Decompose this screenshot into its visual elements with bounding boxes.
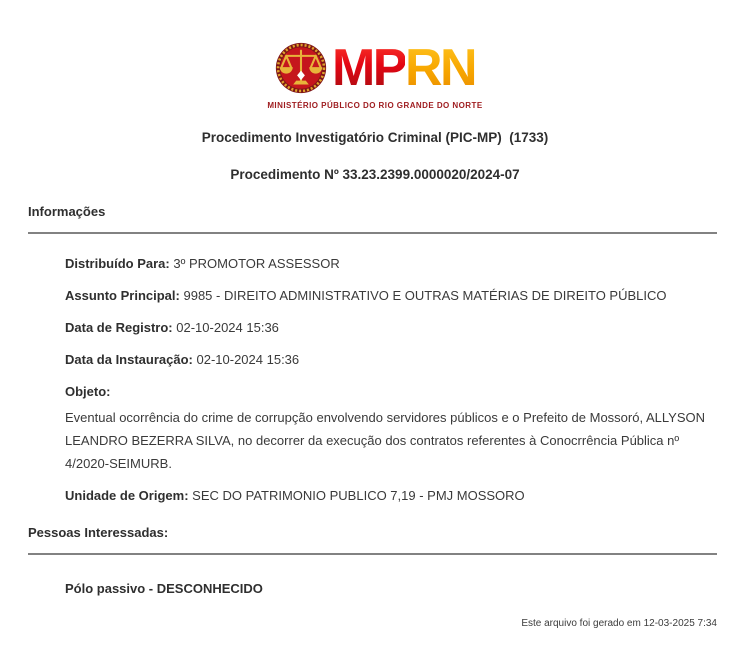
field-label: Unidade de Origem:	[65, 488, 189, 503]
field-distribuido-para	[65, 256, 712, 271]
field-value: 02-10-2024 15:36	[196, 352, 300, 367]
field-unidade-origem	[65, 488, 712, 503]
section-divider	[28, 553, 717, 555]
field-value: 9985 - DIREITO ADMINISTRATIVO E OUTRAS MATÉRIAS DE DIREITO PÚBLICO	[183, 288, 667, 303]
objeto-text: Eventual ocorrência do crime de corrupção envolvendo servidores públicos e o Prefeito de Mossoró, ALLYSON LEANDRO BEZERRA SILVA, no decorrer da execução dos contratos referentes à Conocrrência Pública nº 4/2020-SEIMURB.	[65, 410, 705, 471]
generated-timestamp: Este arquivo foi gerado em 12-03-2025 7:34	[521, 618, 717, 629]
field-value: 02-10-2024 15:36	[176, 320, 279, 335]
document-title: Procedimento Investigatório Criminal (PIC-MP) (1733)	[201, 130, 549, 145]
mprn-logo	[275, 39, 476, 97]
field-assunto-principal	[65, 288, 712, 303]
procedure-number: Procedimento Nº 33.23.2399.0000020/2024-07	[230, 167, 520, 182]
wordmark-rn: RN	[404, 39, 476, 97]
scales-of-justice-icon	[275, 42, 327, 94]
field-label: Assunto Principal:	[65, 288, 180, 303]
field-value: SEC DO PATRIMONIO PUBLICO 7,19 - PMJ MOSSORO	[192, 488, 525, 503]
informacoes-fields	[65, 256, 712, 503]
section-heading-informacoes: Informações	[28, 204, 106, 219]
field-label: Objeto:	[65, 384, 111, 399]
section-divider	[28, 232, 717, 234]
logo-area	[0, 0, 750, 110]
wordmark-mp: MP	[331, 39, 405, 97]
field-data-registro	[65, 320, 712, 335]
field-data-instauracao	[65, 352, 712, 367]
interested-party-item: Pólo passivo - DESCONHECIDO	[65, 581, 263, 596]
section-heading-pessoas-interessadas: Pessoas Interessadas:	[28, 525, 169, 540]
field-label: Distribuído Para:	[65, 256, 170, 271]
field-value: 3º PROMOTOR ASSESSOR	[173, 256, 340, 271]
field-label: Data de Registro:	[65, 320, 173, 335]
field-objeto	[65, 384, 712, 475]
logo-tagline: MINISTÉRIO PÚBLICO DO RIO GRANDE DO NORTE	[267, 101, 483, 110]
field-label: Data da Instauração:	[65, 352, 193, 367]
mprn-wordmark	[331, 39, 476, 97]
